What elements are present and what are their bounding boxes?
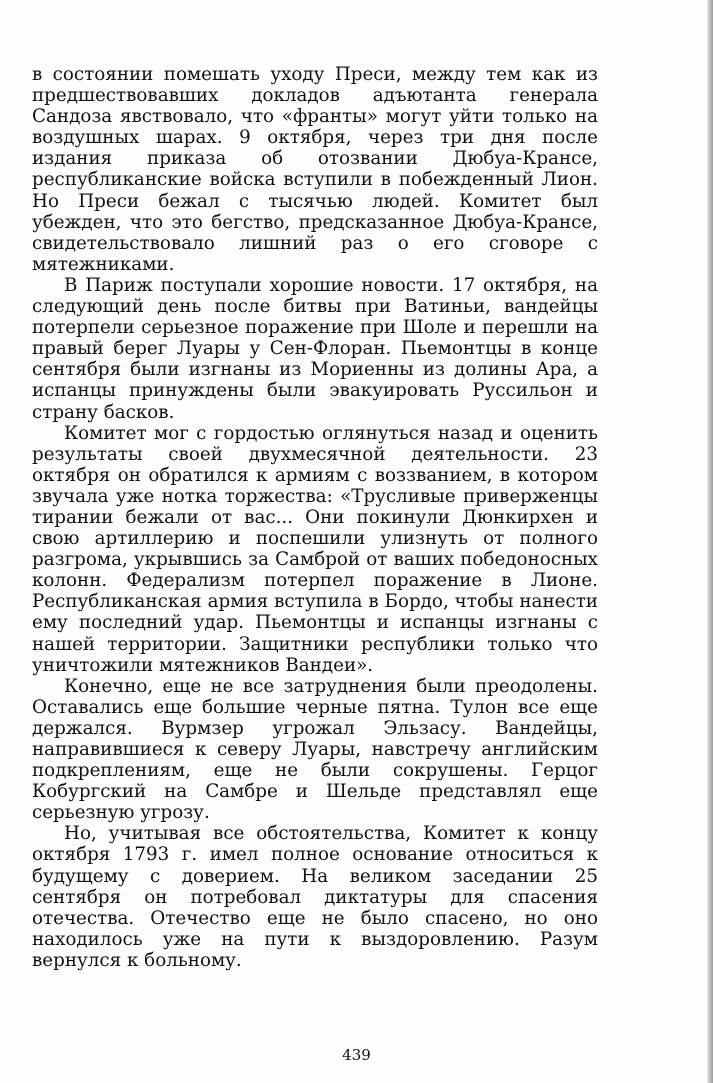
paragraph-2: В Париж поступали хорошие новости. 17 октября, на следующий день после битвы при Ватиньи, вандейцы потерпели серьезное поражение при Шоле и перешли на правый берег Луары у Сен-Флоран. Пьемонтцы в конце сентября были изгнаны из Мориенны из долины Ара, а испанцы принуждены были эвакуировать Руссильон и страну басков. [32,274,598,423]
paragraph-5: Но, учитывая все обстоятельства, Комитет к концу октября 1793 г. имел полное основание относиться к будущему с доверием. На великом заседании 25 сентября он потребовал диктатуры для спасения отечества. Отечество еще не было спасено, но оно находилось уже на пути к выздоровлению. Разум вернулся к больному. [32,823,598,971]
paragraph-3: Комитет мог с гордостью оглянуться назад и оценить результаты своей двухмесячной деятельности. 23 октября он обратился к армиям с воззванием, в котором звучала уже нотка торжества: «Трусливые приверженцы тирании бежали от вас... Они покинули Дюнкирхен и свою артиллерию и поспешили улизнуть от полного разгрома, укрывшись за Самброй от ваших победоносных колонн. Федерализм потерпел поражение в Лионе. Республиканская армия вступила в Бордо, чтобы нанести ему последний удар. Пьемонтцы и испанцы изгнаны с нашей территории. Защитники республики только что уничтожили мятежников Вандеи». [32,422,598,676]
paragraph-4: Конечно, еще не все затруднения были преодолены. Оставались еще большие черные пятна. Тулон все еще держался. Вурмзер угрожал Эльзасу. Вандейцы, направившиеся к северу Луары, навстречу английским подкреплениям, еще не были сокрушены. Герцог Кобургский на Самбре и Шельде представлял еще серьезную угрозу. [32,675,598,824]
body-text [32,64,598,971]
paragraph-1: в состоянии помешать уходу Преси, между тем как из предшествовавших докладов адъютанта генерала Сандоза явствовало, что «франты» могут уйти только на воздушных шарах. 9 октября, через три дня после издания приказа об отозвании Дюбуа-Крансе, республиканские войска вступили в побежденный Лион. Но Преси бежал с тысячью людей. Комитет был убежден, что это бегство, предсказанное Дюбуа-Крансе, свидетельствовало лишний раз о его сговоре с мятежниками. [32,64,598,275]
page-edge-shadow [707,0,713,1083]
page-number: 439 [342,1046,371,1064]
